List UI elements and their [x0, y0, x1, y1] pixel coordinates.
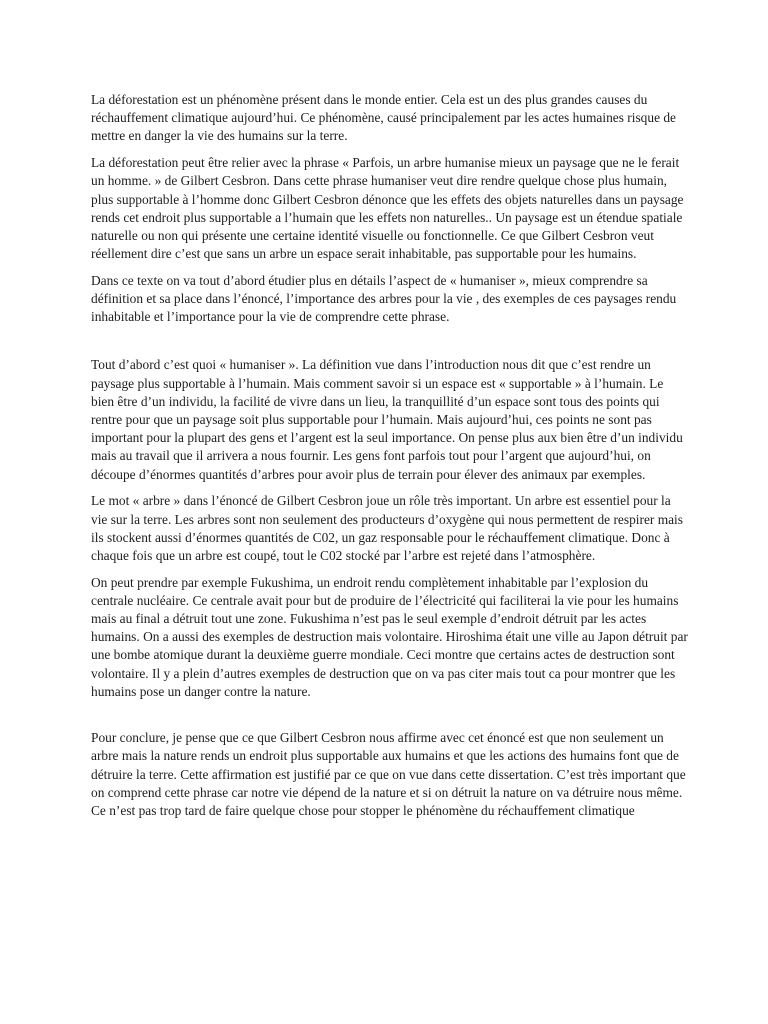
- paragraph-intro-1: La déforestation est un phénomène présent dans le monde entier. Cela est un des plus grandes causes du réchauffement climatique aujourd’hui. Ce phénomène, causé principalement par les actes humaines risque de mettre en danger la vie des humains sur la terre.: [91, 92, 676, 144]
- paragraph-body-1: Tout d’abord c’est quoi « humaniser ». La définition vue dans l’introduction nous dit que c’est rendre un paysage plus supportable à l’humain. Mais comment savoir si un espace est « supportable » à l’humain. Le bien être d’un individu, la facilité de vivre dans un lieu, la tranquillité d’un espace sont tous des points qui rentre pour que un paysage soit plus supportable pour l’humain. Mais aujourd’hui, ces points ne sont pas important pour la plupart des gens et l’argent est la seul importance. On pense plus aux bien être d’un individu mais au travail que il arrivera a nous fournir. Les gens font parfois tout pour l’argent que aujourd’hui, on découpe d’énormes quantités d’arbres pour avoir plus de terrain pour élever des animaux par exemples.: [91, 357, 683, 482]
- paragraph-intro-2: La déforestation peut être relier avec la phrase « Parfois, un arbre humanise mieux un paysage que ne le ferait un homme. » de Gilbert Cesbron. Dans cette phrase humaniser veut dire rendre quelque chose plus humain, plus supportable à l’homme donc Gilbert Cesbron dénonce que les effets des objets naturelles dans un paysage rends cet endroit plus supportable a l’humain que les effets non naturelles.. Un paysage est un étendue spatiale naturelle ou non qui présente une certaine identité visuelle ou fonctionnelle. Ce que Gilbert Cesbron veut réellement dire c’est que sans un arbre un espace serait inhabitable, pas supportable pour les humains.: [91, 155, 684, 262]
- paragraph-conclusion: Pour conclure, je pense que ce que Gilbert Cesbron nous affirme avec cet énoncé est que non seulement un arbre mais la nature rends un endroit plus supportable aux humains et que les actions des humains font que de détruire la terre. Cette affirmation est justifié par ce que on vue dans cette dissertation. C’est très important que on comprend cette phrase car notre vie dépend de la nature et si on détruit la nature on va détruire nous même. Ce n’est pas trop tard de faire quelque chose pour stopper le phénomène du réchauffement climatique: [91, 730, 686, 818]
- paragraph-intro-3: Dans ce texte on va tout d’abord étudier plus en détails l’aspect de « humaniser », mieux comprendre sa définition et sa place dans l’énoncé, l’importance des arbres pour la vie , des exemples de ces paysages rendu inhabitable et l’importance pour la vie de comprendre cette phrase.: [91, 272, 677, 325]
- paragraph-body-3: On peut prendre par exemple Fukushima, un endroit rendu complètement inhabitable par l’explosion du centrale nucléaire. Ce centrale avait pour but de produire de l’électricité qui faciliterai la vie pour les humains mais au final a détruit tout une zone. Fukushima n’est pas le seul exemple d’endroit détruit par les actes humains. On a aussi des exemples de destruction mais volontaire. Hiroshima était une ville au Japon détruit par une bombe atomique durant la deuxième guerre mondiale. Ceci montre que certains actes de destruction sont volontaire. Il y a plein d’autres exemples de destruction que on va pas citer mais tout ca pour montrer que les humains pose un danger contre la nature.: [91, 574, 688, 699]
- paragraph-body-2: Le mot « arbre » dans l’énoncé de Gilbert Cesbron joue un rôle très important. Un arbre est essentiel pour la vie sur la terre. Les arbres sont non seulement des producteurs d’oxygène qui nous permettent de respirer mais ils stockent aussi d’énormes quantités de C02, un gaz responsable pour le réchauffement climatique. Donc à chaque fois que un arbre est coupé, tout le C02 stocké par l’arbre est rejeté dans l’atmosphère.: [91, 493, 683, 563]
